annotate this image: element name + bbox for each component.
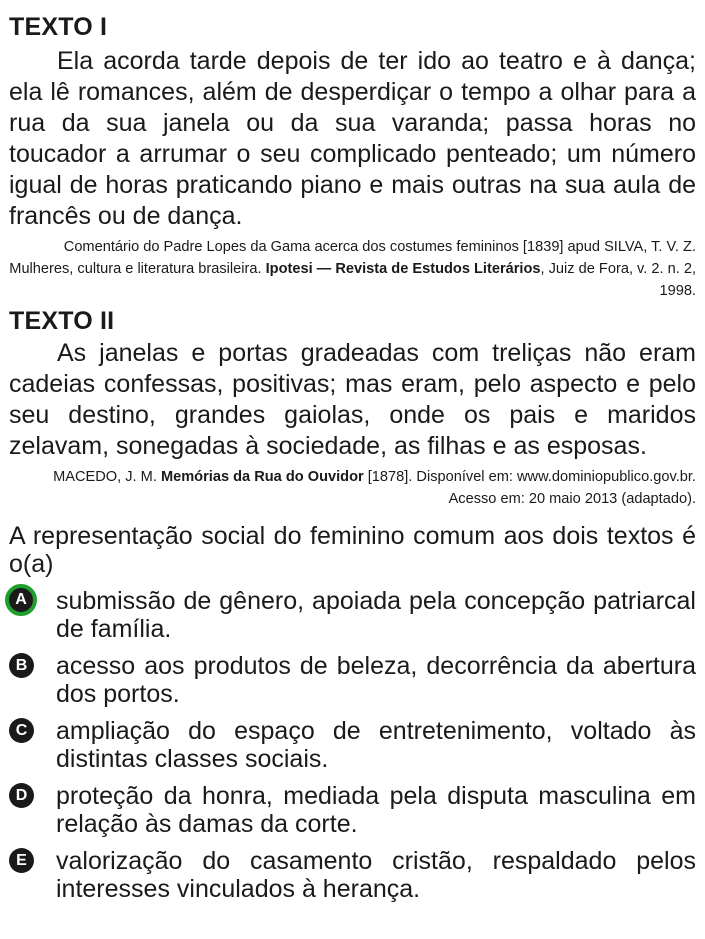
texto-2-source-text: MACEDO, J. M. bbox=[53, 469, 161, 485]
option-c-text: ampliação do espaço de entretenimento, voltado às distintas classes sociais. bbox=[56, 717, 696, 773]
texto-2-body: As janelas e portas gradeadas com treliças não eram cadeias confessas, positivas; mas eram, pelo aspecto e pelo seu destino, grandes gaiolas, onde os pais e maridos zelavam, sonegadas à sociedade, as filhas e as esposas. bbox=[9, 339, 696, 460]
texto-1-body: Ela acorda tarde depois de ter ido ao teatro e à dança; ela lê romances, além de desperdiçar o tempo a olhar para a rua da sua janela ou da sua varanda; passa horas no toucador a arrumar o seu complicado penteado; um número igual de horas praticando piano e mais outras na sua aula de francês ou de dança. bbox=[9, 47, 696, 230]
answer-options bbox=[9, 587, 696, 903]
texto-2-heading: TEXTO II bbox=[9, 307, 115, 335]
option-a-text: submissão de gênero, apoiada pela concepção patriarcal de família. bbox=[56, 587, 696, 643]
option-b[interactable] bbox=[9, 652, 696, 708]
option-d-badge: D bbox=[9, 783, 34, 808]
texto-2-source-title: Memórias da Rua do Ouvidor bbox=[160, 469, 364, 485]
option-c-badge: C bbox=[9, 718, 34, 743]
option-e-text: valorização do casamento cristão, respaldado pelos interesses vinculados à herança. bbox=[56, 847, 696, 903]
option-b-badge: B bbox=[9, 653, 34, 678]
texto-1-source-details: , Juiz de Fora, v. 2. n. 2, 1998. bbox=[540, 261, 696, 299]
option-b-text: acesso aos produtos de beleza, decorrência da abertura dos portos. bbox=[56, 652, 696, 708]
texto-2-source bbox=[9, 466, 696, 510]
option-c[interactable] bbox=[9, 717, 696, 773]
texto-1-heading: TEXTO I bbox=[9, 13, 108, 41]
texto-1-source-title: Ipotesi — Revista de Estudos Literários bbox=[265, 261, 541, 277]
texto-2-source-details: [1878]. Disponível em: www.dominiopublico.gov.br. Acesso em: 20 maio 2013 (adaptado). bbox=[363, 469, 696, 507]
question-stem: A representação social do feminino comum aos dois textos é o(a) bbox=[9, 522, 696, 578]
option-e-badge: E bbox=[9, 848, 34, 873]
texto-1-source-text: Comentário do Padre Lopes da Gama acerca dos costumes femininos [1839] apud SILVA, T. V. Z. Mulheres, cultura e literatura brasileira. bbox=[9, 239, 696, 277]
option-d[interactable] bbox=[9, 782, 696, 838]
option-a[interactable] bbox=[9, 587, 696, 643]
option-e[interactable] bbox=[9, 847, 696, 903]
texto-1-source bbox=[9, 236, 696, 302]
option-a-badge: A bbox=[5, 584, 37, 616]
option-d-text: proteção da honra, mediada pela disputa masculina em relação às damas da corte. bbox=[56, 782, 696, 838]
